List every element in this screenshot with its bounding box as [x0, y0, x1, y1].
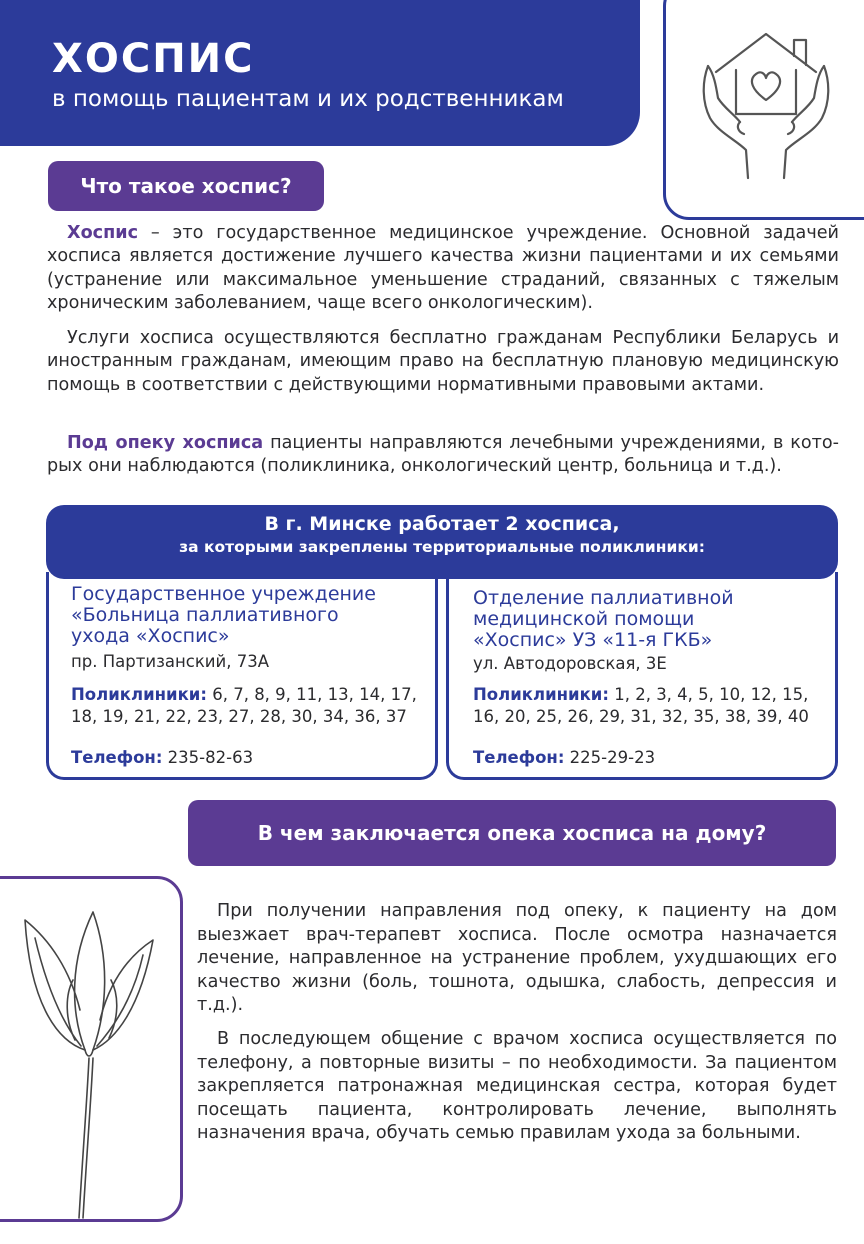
tulip-flower-icon: [15, 900, 165, 1220]
hospice-name-line: «Хоспис» УЗ «11-я ГКБ»: [473, 629, 713, 651]
home-care-paragraph-1: [197, 900, 837, 1018]
referral-text: пациенты направляются лечебными учреждениями, в которых они наблюдаются (поликлиника, онкологический центр, больница и т.д.).: [47, 433, 839, 477]
free-services-paragraph: [47, 327, 839, 397]
hospice-name: [473, 588, 734, 651]
hospice-address: пр. Партизанский, 73А: [71, 652, 270, 671]
phone-label: Телефон:: [71, 748, 163, 767]
polyclinics-list: 6, 7, 8, 9, 11, 13, 14, 17, 18, 19, 21, 22, 23, 27, 28, 30, 34, 36, 37: [71, 685, 417, 726]
home-care-text-2: В последующем общение с врачом хосписа осуществляется по телефону, а повторные визиты – по необходимости. За пациентом закрепляется патронажная медицинская сестра, которая будет посещать пациента, контролировать лечение, выполнять назначения врача, обучать семью правилам ухода за больными.: [197, 1029, 837, 1144]
home-care-paragraph-2: [197, 1028, 837, 1146]
home-care-text-1: При получении направления под опеку, к пациенту на дом выезжает врач-терапевт хосписа. После осмотра назначается лечение, направленное на устранение проблем, ухудшающих его качество жизни (боль, тошнота, одышка, слабость, депрессия и т.д.).: [197, 901, 837, 1016]
referral-term: Под опеку хосписа: [67, 433, 264, 453]
polyclinics-list: 1, 2, 3, 4, 5, 10, 12, 15, 16, 20, 25, 26, 29, 31, 32, 35, 38, 39, 40: [473, 685, 809, 726]
hospice-name-line: Отделение паллиативной: [473, 587, 734, 609]
hospice-phone: [473, 748, 655, 767]
minsk-banner-line1: В г. Минске работает 2 хосписа,: [264, 513, 620, 535]
hospice-polyclinics: [473, 684, 833, 728]
hospice-phone: [71, 748, 253, 767]
hospice-card: [46, 572, 438, 780]
minsk-banner-line2: за которыми закреплены территориальные поликлиники:: [179, 538, 705, 556]
referral-paragraph: [47, 432, 839, 479]
hospice-polyclinics: [71, 684, 431, 728]
hospice-name-line: ухода «Хоспис»: [71, 625, 230, 647]
hospice-term: Хоспис: [67, 223, 138, 243]
hospice-name-line: «Больница паллиативного: [71, 604, 339, 626]
header-banner: [0, 0, 640, 146]
phone-label: Телефон:: [473, 748, 565, 767]
phone-number: 225-29-23: [564, 748, 656, 767]
hospice-definition-paragraph: [47, 222, 839, 316]
page-title: ХОСПИС: [52, 36, 255, 82]
hospice-definition-text: – это государственное медицинское учреждение. Основной задачей хосписа является достижение лучшего качества жизни пациентами и их семьями (устранение или максимальное уменьшение страданий, связанных с тяжелым хроническим заболеванием, чаще всего онкологическим).: [47, 223, 839, 314]
section-heading-what-is-hospice: Что такое хоспис?: [48, 161, 324, 211]
section-heading-home-care: В чем заключается опека хосписа на дому?: [188, 800, 836, 866]
house-heart-hands-icon: [696, 22, 836, 182]
polyclinics-label: Поликлиники:: [71, 685, 207, 704]
phone-number: 235-82-63: [162, 748, 254, 767]
hospice-address: ул. Автодоровская, 3Е: [473, 654, 667, 673]
hospice-card: [446, 572, 838, 780]
hospice-name: [71, 584, 376, 647]
minsk-hospices-banner: [46, 505, 838, 579]
hospice-name-line: медицинской помощи: [473, 608, 695, 630]
polyclinics-label: Поликлиники:: [473, 685, 609, 704]
hospice-name-line: Государственное учреждение: [71, 583, 376, 605]
page-subtitle: в помощь пациентам и их родственникам: [52, 86, 564, 112]
free-services-text: Услуги хосписа осуществляются бесплатно гражданам Республики Беларусь и иностранным гражданам, имеющим право на бесплатную плановую медицинскую помощь в соответствии с действующими нормативными правовыми актами.: [47, 328, 839, 395]
